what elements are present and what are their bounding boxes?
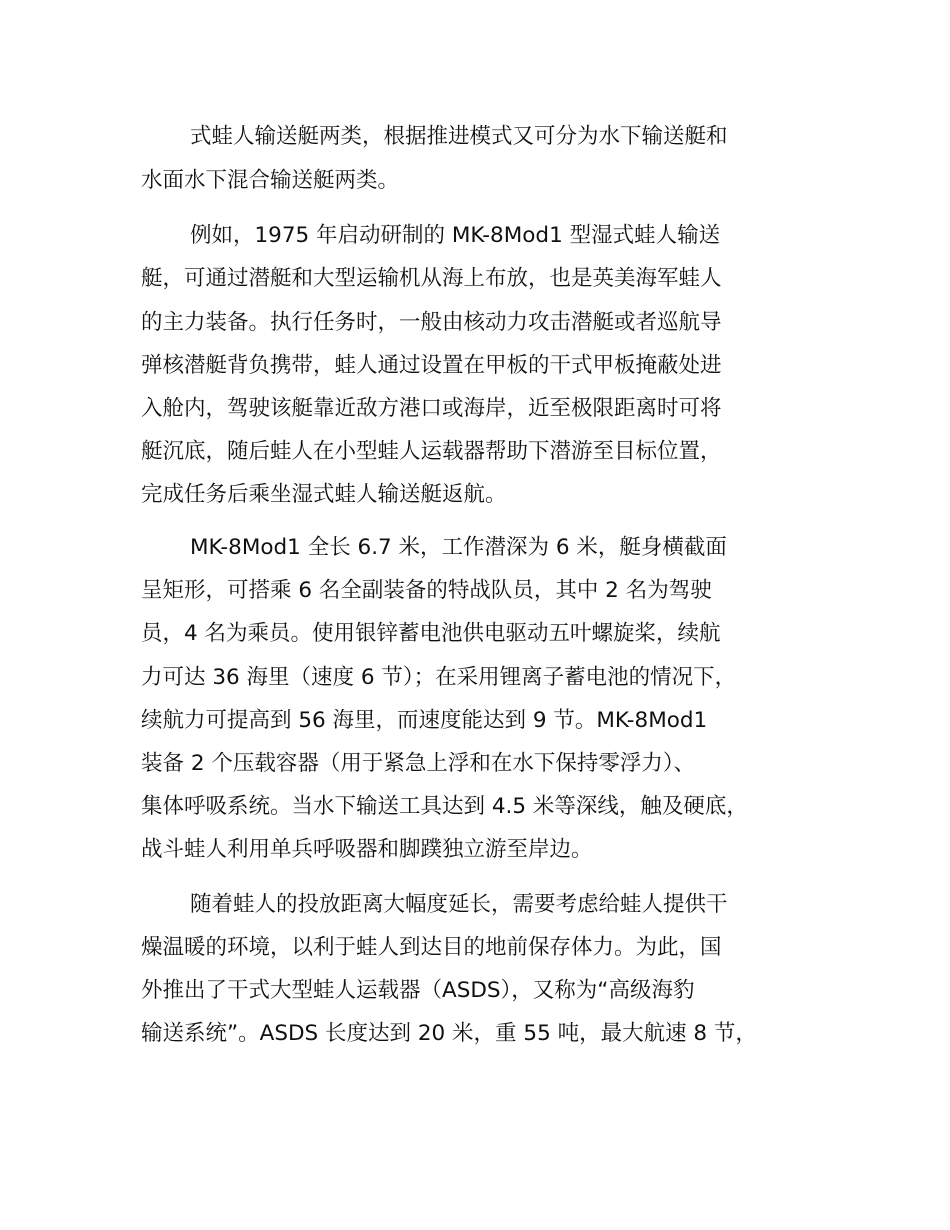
paragraph-3-line-1: MK-8Mod1 全长 6.7 米，工作潜深为 6 米，艇身横截面 xyxy=(190,535,727,560)
paragraph-1-line-2: 水面水下混合输送艇两类。 xyxy=(141,168,400,193)
paragraph-3-line-8: 战斗蛙人利用单兵呼吸器和脚蹼独立游至岸边。 xyxy=(141,837,593,862)
paragraph-3-line-6: 装备 2 个压载容器（用于紧急上浮和在水下保持零浮力）、 xyxy=(141,751,696,776)
paragraph-3-line-5: 续航力可提高到 56 海里，而速度能达到 9 节。MK-8Mod1 xyxy=(141,708,708,733)
paragraph-3-line-7: 集体呼吸系统。当水下输送工具达到 4.5 米等深线，触及硬底， xyxy=(141,794,748,819)
paragraph-2-line-3: 的主力装备。执行任务时，一般由核动力攻击潜艇或者巡航导 xyxy=(141,310,722,335)
paragraph-2-line-5: 入舱内，驾驶该艇靠近敌方港口或海岸，近至极限距离时可将 xyxy=(141,396,722,421)
paragraph-3-line-3: 员，4 名为乘员。使用银锌蓄电池供电驱动五叶螺旋桨，续航 xyxy=(141,621,721,646)
paragraph-2-line-2: 艇，可通过潜艇和大型运输机从海上布放，也是英美海军蛙人 xyxy=(141,266,722,291)
paragraph-2-line-7: 完成任务后乘坐湿式蛙人输送艇返航。 xyxy=(141,482,507,507)
paragraph-1-line-1: 式蛙人输送艇两类，根据推进模式又可分为水下输送艇和 xyxy=(190,124,728,149)
paragraph-4-line-2: 燥温暖的环境，以利于蛙人到达目的地前保存体力。为此，国 xyxy=(141,935,722,960)
paragraph-2-line-1: 例如，1975 年启动研制的 MK-8Mod1 型湿式蛙人输送 xyxy=(190,223,721,248)
paragraph-3-line-2: 呈矩形，可搭乘 6 名全副装备的特战队员，其中 2 名为驾驶 xyxy=(141,578,712,603)
paragraph-2-line-6: 艇沉底，随后蛙人在小型蛙人运载器帮助下潜游至目标位置， xyxy=(141,439,722,464)
paragraph-4-line-3: 外推出了干式大型蛙人运载器（ASDS），又称为“高级海豹 xyxy=(141,978,695,1003)
paragraph-2-line-4: 弹核潜艇背负携带，蛙人通过设置在甲板的干式甲板掩蔽处进 xyxy=(141,353,722,378)
paragraph-4-line-1: 随着蛙人的投放距离大幅度延长，需要考虑给蛙人提供干 xyxy=(190,892,728,917)
paragraph-4-line-4: 输送系统”。ASDS 长度达到 20 米，重 55 吨，最大航速 8 节， xyxy=(141,1021,757,1046)
paragraph-3-line-4: 力可达 36 海里（速度 6 节）；在采用锂离子蓄电池的情况下， xyxy=(141,665,737,690)
